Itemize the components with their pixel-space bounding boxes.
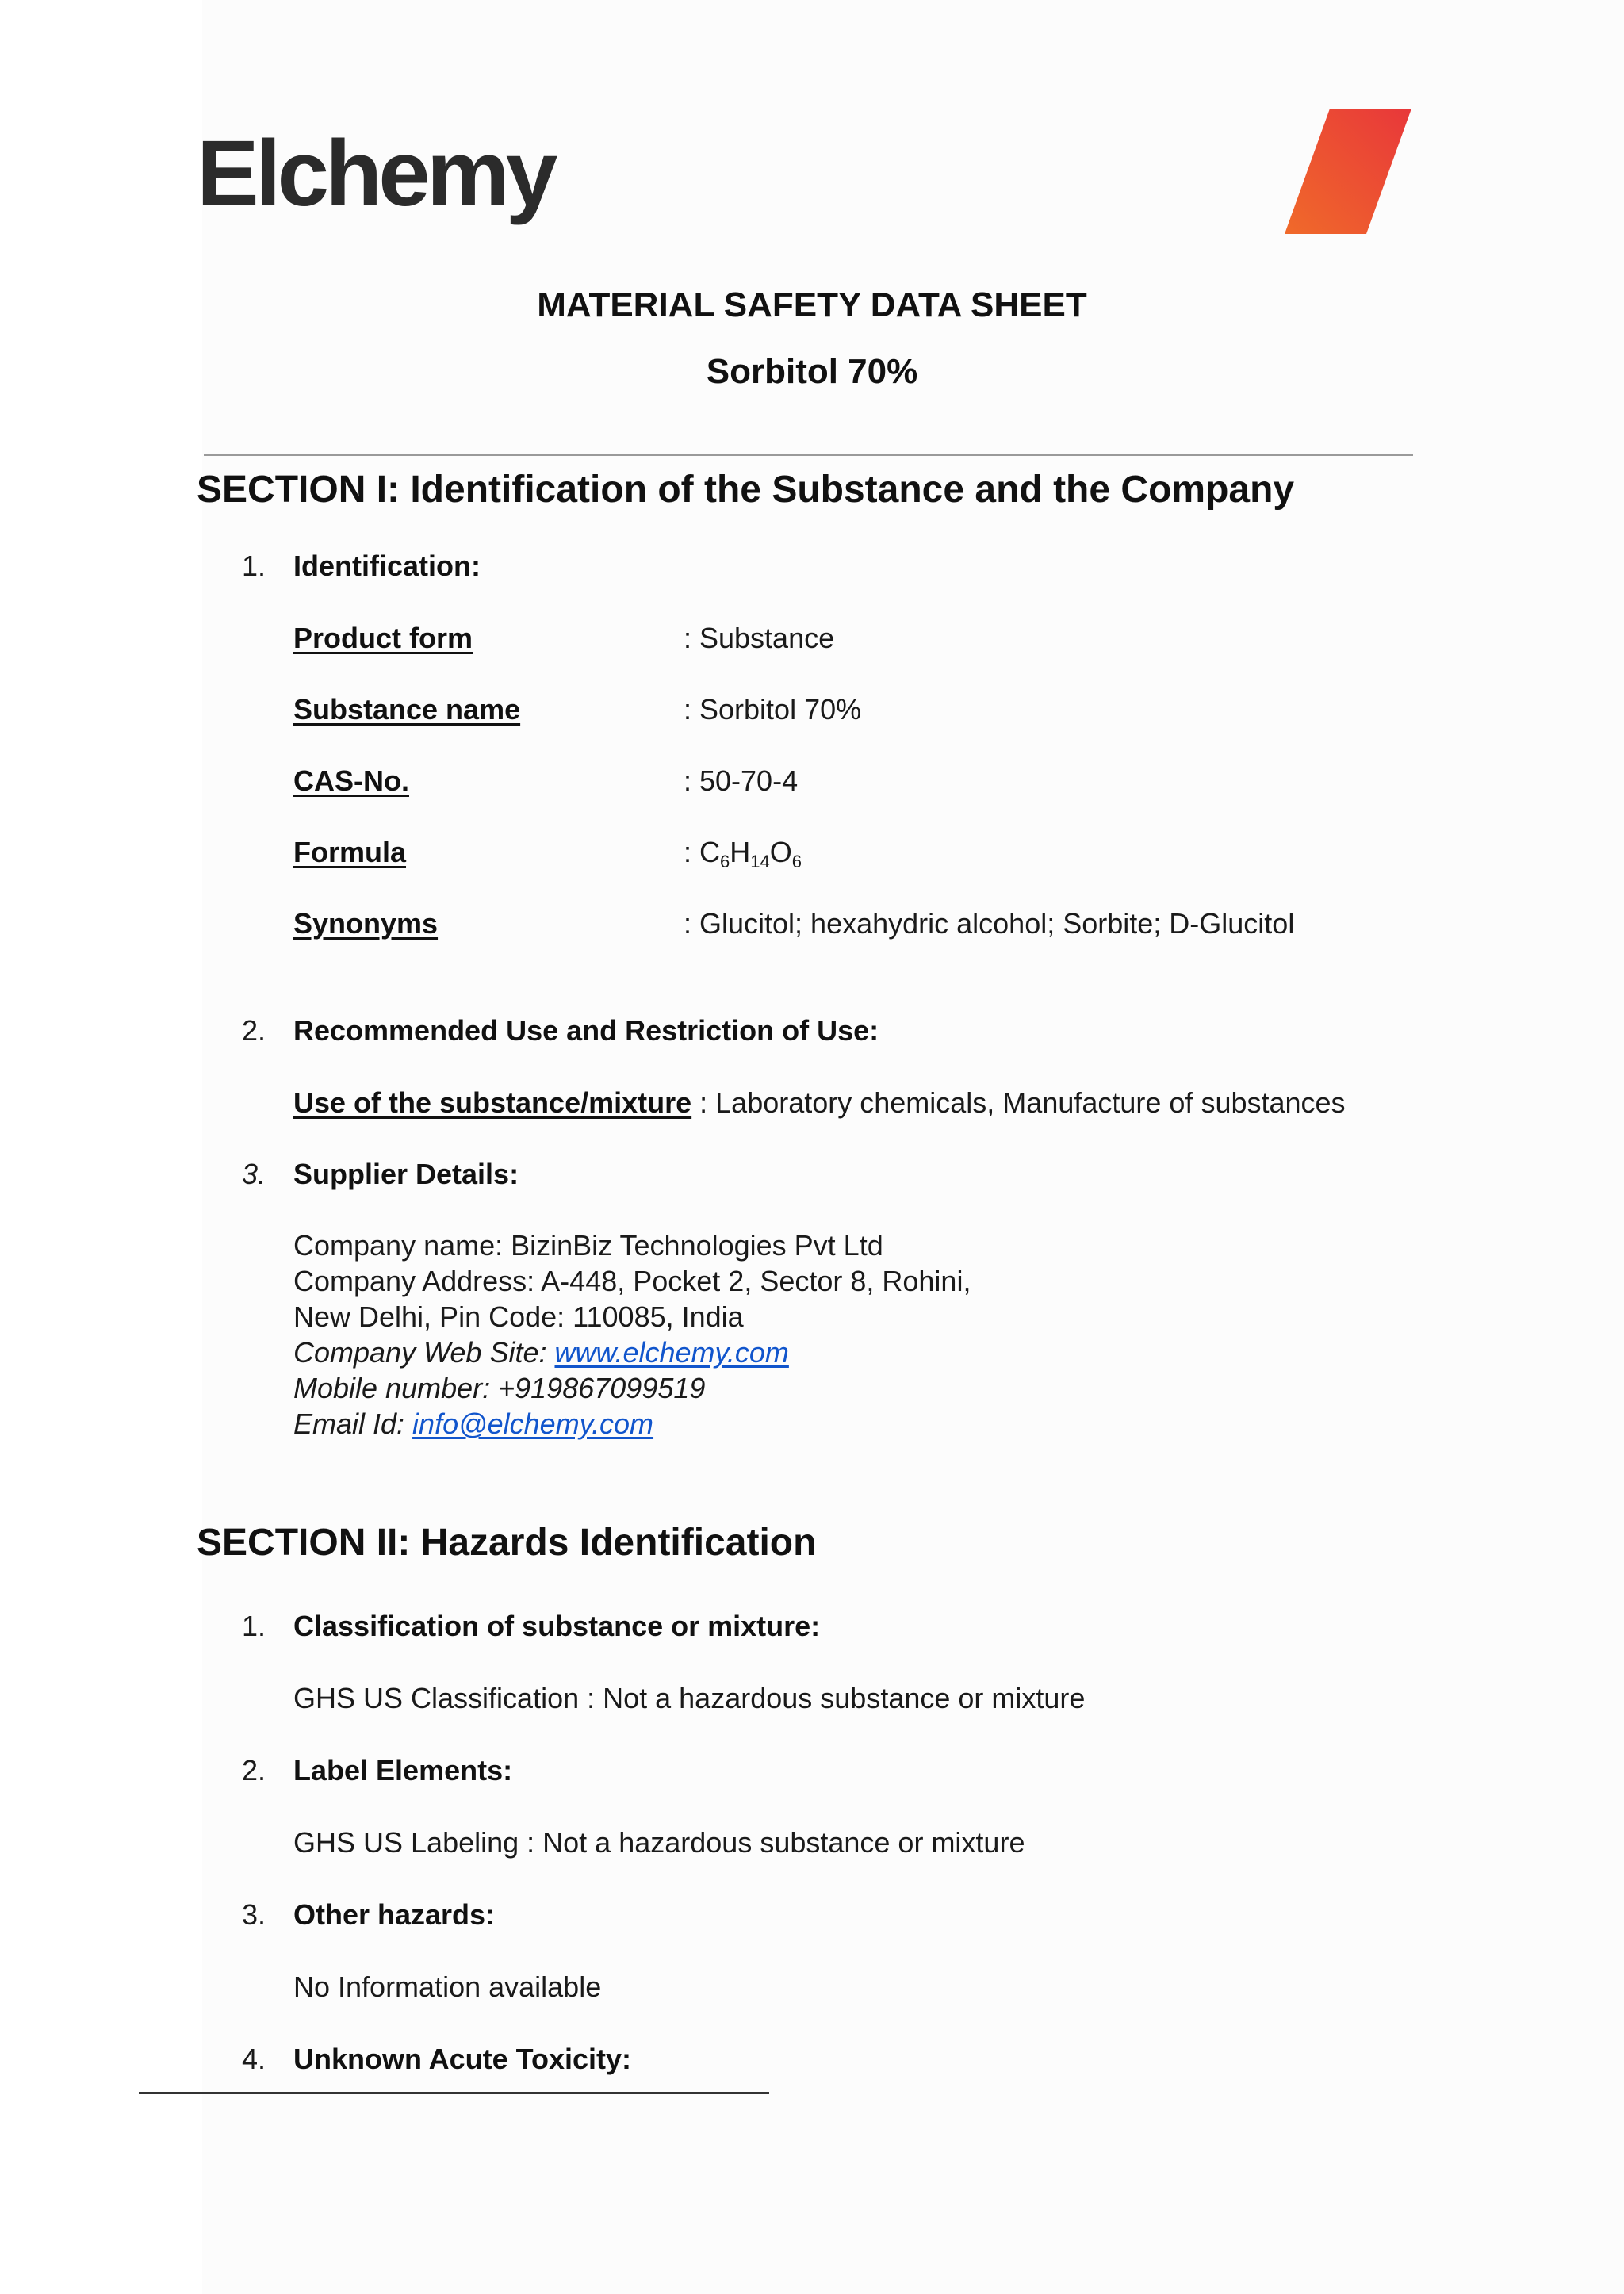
footnote-divider [139,2092,769,2094]
company-website: Company Web Site: www.elchemy.com [293,1336,789,1369]
formula-label: Formula [293,836,407,868]
item-number: 3. [242,1898,266,1931]
cas-no-value: : 50-70-4 [684,764,799,797]
cas-no-label: CAS-No. [293,764,409,797]
use-of-substance-label: Use of the substance/mixture [293,1086,692,1119]
product-form-label: Product form [293,622,473,654]
document-title: MATERIAL SAFETY DATA SHEET [537,285,1087,324]
company-name: Company name: BizinBiz Technologies Pvt Ltd [293,1229,883,1262]
item-number: 3. [242,1158,266,1190]
formula-value: : $C_6H_{14}O_6$ [684,836,802,871]
other-hazards-text: No Information available [293,1970,602,2003]
label-elements-title: Label Elements: [293,1754,513,1787]
other-hazards-title: Other hazards: [293,1898,496,1931]
use-of-substance [293,1086,1346,1120]
ghs-labeling: GHS US Labeling : Not a hazardous substance or mixture [293,1826,1025,1859]
ghs-classification: GHS US Classification : Not a hazardous substance or mixture [293,1682,1086,1714]
synonyms-label: Synonyms [293,907,439,940]
substance-name-value: : Sorbitol 70% [684,693,862,726]
substance-name-label: Substance name [293,693,521,726]
header-divider [204,454,1413,456]
synonyms-value: : Glucitol; hexahydric alcohol; Sorbite; D-Glucitol [684,907,1295,940]
email-id: Email Id: info@elchemy.com [293,1407,654,1440]
page-background [202,0,1624,2294]
brand-accent-icon [1285,109,1411,234]
supplier-details-title: Supplier Details: [293,1158,519,1190]
item-number: 1. [242,1610,266,1642]
unknown-acute-toxicity-title: Unknown Acute Toxicity: [293,2043,632,2075]
product-title: Sorbitol 70% [706,352,918,391]
recommended-use-title: Recommended Use and Restriction of Use: [293,1014,879,1047]
section-2-heading: SECTION II: Hazards Identification [197,1522,817,1564]
item-number: 1. [242,550,266,582]
elchemy-logo: Elchemy [197,121,554,226]
item-number: 2. [242,1014,266,1047]
company-address-line1: Company Address: A-448, Pocket 2, Sector 8, Rohini, [293,1265,971,1297]
item-number: 2. [242,1754,266,1787]
company-address-line2: New Delhi, Pin Code: 110085, India [293,1300,744,1333]
email-link[interactable]: info@elchemy.com [412,1407,654,1440]
classification-title: Classification of substance or mixture: [293,1610,821,1642]
item-number: 4. [242,2043,266,2075]
product-form-value: : Substance [684,622,835,654]
section-1-heading: SECTION I: Identification of the Substance and the Company [197,469,1295,511]
website-link[interactable]: www.elchemy.com [554,1336,789,1369]
identification-title: Identification: [293,550,481,582]
mobile-number: Mobile number: +919867099519 [293,1372,706,1404]
use-of-substance-value: : Laboratory chemicals, Manufacture of substances [691,1086,1346,1119]
